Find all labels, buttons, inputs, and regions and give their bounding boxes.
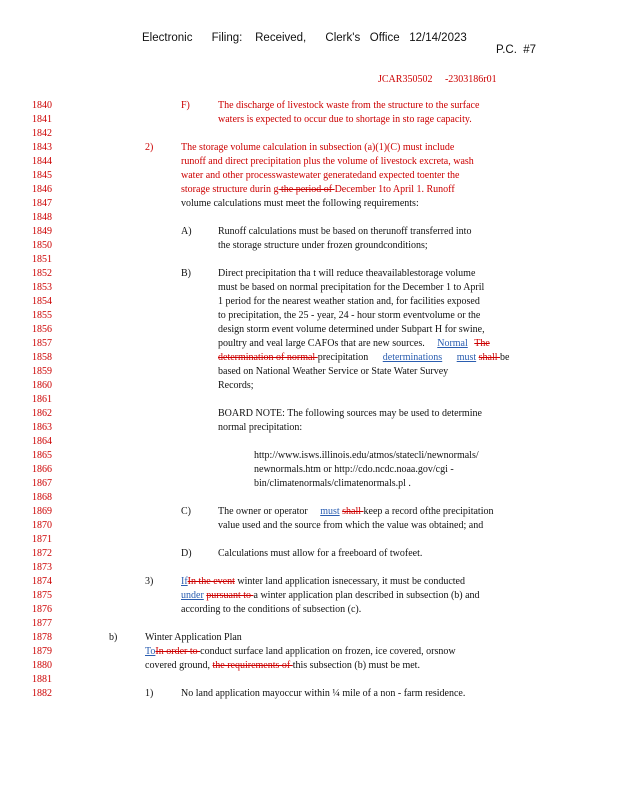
text-run: keep a record ofthe precipitation <box>363 506 494 517</box>
line-number: 1881 <box>32 674 52 685</box>
inserted-text: must <box>320 506 340 517</box>
text-run: covered ground, <box>145 660 213 671</box>
text-run: poultry and veal large CAFOs that are new sources. <box>218 338 425 349</box>
board-note-line2: normal precipitation: <box>218 422 303 433</box>
text-run: precipitation <box>317 352 369 363</box>
line-number: 1877 <box>32 618 52 629</box>
inserted-text: If <box>181 576 188 587</box>
line-number: 1867 <box>32 478 52 489</box>
para-3-line2 <box>181 590 480 602</box>
item-b-line3: 1 period for the nearest weather station and, for facilities exposed <box>218 296 480 307</box>
line-number: 1868 <box>32 492 52 503</box>
text-run: this subsection (b) must be met. <box>292 660 420 671</box>
deleted-text: In order to <box>155 646 201 657</box>
line-number: 1853 <box>32 282 52 293</box>
para-3-line3: according to the conditions of subsection (c). <box>181 604 362 615</box>
line-number: 1882 <box>32 688 52 699</box>
item-d-line1: Calculations must allow for a freeboard of twofeet. <box>218 548 423 559</box>
filing-stamp: Electronic Filing: Received, Clerk's Office 12/14/2023 <box>142 32 467 44</box>
line-number: 1840 <box>32 100 52 111</box>
deleted-text: pursuant to <box>206 590 254 601</box>
item-b-line8: based on National Weather Service or State Water Survey <box>218 366 449 377</box>
text-run: The owner or operator <box>218 506 308 517</box>
line-number: 1844 <box>32 156 52 167</box>
line-number: 1863 <box>32 422 52 433</box>
line-number: 1860 <box>32 380 52 391</box>
line-number: 1864 <box>32 436 52 447</box>
para-2-line5: volume calculations must meet the following requirements: <box>181 198 419 209</box>
line-number: 1849 <box>32 226 52 237</box>
item-a-line2: the storage structure under frozen groundconditions; <box>218 240 428 251</box>
section-b-line1 <box>145 646 456 658</box>
line-number: 1854 <box>32 296 52 307</box>
para-2-line1: The storage volume calculation in subsection (a)(1)(C) must include <box>181 142 455 153</box>
line-number: 1848 <box>32 212 52 223</box>
inserted-text: determinations <box>382 352 443 363</box>
line-number: 1874 <box>32 576 52 587</box>
line-number: 1859 <box>32 366 52 377</box>
para-3-label: 3) <box>145 576 154 587</box>
line-number: 1841 <box>32 114 52 125</box>
para-1-label: 1) <box>145 688 154 699</box>
line-number: 1845 <box>32 170 52 181</box>
line-number: 1862 <box>32 408 52 419</box>
line-number: 1842 <box>32 128 52 139</box>
item-c-line1 <box>218 506 493 518</box>
para-2-line3: water and other processwastewater generatedand expected toenter the <box>181 170 460 181</box>
item-b-line5: design storm event volume determined under Subpart H for swine, <box>218 324 485 335</box>
text-run: conduct surface land application on frozen, ice covered, orsnow <box>200 646 456 657</box>
line-number: 1873 <box>32 562 52 573</box>
para-2-line4 <box>181 184 455 196</box>
text-run: winter land application isnecessary, it must be conducted <box>234 576 465 587</box>
item-b-line9: Records; <box>218 380 254 391</box>
deleted-text: determination of normal <box>218 352 318 363</box>
text-run: storage structure durin g <box>181 184 279 195</box>
pc-number: P.C. #7 <box>496 44 537 56</box>
inserted-text: Normal <box>437 338 468 349</box>
item-c-label: C) <box>181 506 191 517</box>
line-number: 1872 <box>32 548 52 559</box>
item-b-line1: Direct precipitation tha t will reduce theavailablestorage volume <box>218 268 476 279</box>
text-run: a winter application plan described in subsection (b) and <box>253 590 480 601</box>
inserted-text: must <box>456 352 477 363</box>
line-number: 1878 <box>32 632 52 643</box>
source-url-line1: http://www.isws.illinois.edu/atmos/statecli/newnormals/ <box>254 450 479 461</box>
line-number: 1846 <box>32 184 52 195</box>
deleted-text: the requirements of <box>212 660 293 671</box>
item-b-line6 <box>218 338 490 350</box>
item-b-label: B) <box>181 268 191 279</box>
line-number: 1865 <box>32 450 52 461</box>
para-3-line1 <box>181 576 465 588</box>
inserted-text: under <box>181 590 204 601</box>
text-run: be <box>500 352 510 363</box>
deleted-text: The <box>474 338 490 349</box>
line-number: 1869 <box>32 506 52 517</box>
deleted-text: the period of <box>278 184 335 195</box>
line-number: 1866 <box>32 464 52 475</box>
item-b-line4: to precipitation, the 25 - year, 24 - hour storm eventvolume or the <box>218 310 481 321</box>
section-b-title: Winter Application Plan <box>145 632 242 643</box>
deleted-text: In the event <box>187 576 235 587</box>
line-number: 1870 <box>32 520 52 531</box>
source-url-line2: newnormals.htm or http://cdo.ncdc.noaa.gov/cgi - <box>254 464 454 475</box>
line-number: 1852 <box>32 268 52 279</box>
line-number: 1876 <box>32 604 52 615</box>
line-number: 1871 <box>32 534 52 545</box>
section-b-line2 <box>145 660 420 672</box>
line-number: 1847 <box>32 198 52 209</box>
document-id: JCAR350502 -2303186r01 <box>378 74 497 85</box>
line-number: 1875 <box>32 590 52 601</box>
deleted-text: shall <box>478 352 501 363</box>
item-b-line7 <box>218 352 509 364</box>
filing-header <box>0 20 618 68</box>
inserted-text: To <box>145 646 156 657</box>
text-run: December 1to April 1. Runoff <box>334 184 455 195</box>
source-url-line3: bin/climatenormals/climatenormals.pl . <box>254 478 411 489</box>
item-a-label: A) <box>181 226 192 237</box>
item-f-label: F) <box>181 100 190 111</box>
board-note-line1: BOARD NOTE: The following sources may be used to determine <box>218 408 482 419</box>
line-number: 1861 <box>32 394 52 405</box>
para-2-label: 2) <box>145 142 154 153</box>
para-2-line2: runoff and direct precipitation plus the volume of livestock excreta, wash <box>181 156 474 167</box>
line-number: 1856 <box>32 324 52 335</box>
item-a-line1: Runoff calculations must be based on therunoff transferred into <box>218 226 472 237</box>
item-d-label: D) <box>181 548 192 559</box>
line-number: 1857 <box>32 338 52 349</box>
line-number: 1851 <box>32 254 52 265</box>
line-number: 1879 <box>32 646 52 657</box>
line-number: 1855 <box>32 310 52 321</box>
item-c-line2: value used and the source from which the value was obtained; and <box>218 520 484 531</box>
line-number: 1843 <box>32 142 52 153</box>
para-1-line1: No land application mayoccur within ¼ mile of a non - farm residence. <box>181 688 466 699</box>
line-number: 1880 <box>32 660 52 671</box>
item-b-line2: must be based on normal precipitation for the December 1 to April <box>218 282 485 293</box>
item-f-line2: waters is expected to occur due to shortage in sto rage capacity. <box>218 114 472 125</box>
section-b-label: b) <box>109 632 118 643</box>
line-number: 1850 <box>32 240 52 251</box>
item-f-line1: The discharge of livestock waste from the structure to the surface <box>218 100 480 111</box>
deleted-text: shall <box>342 506 364 517</box>
line-number: 1858 <box>32 352 52 363</box>
